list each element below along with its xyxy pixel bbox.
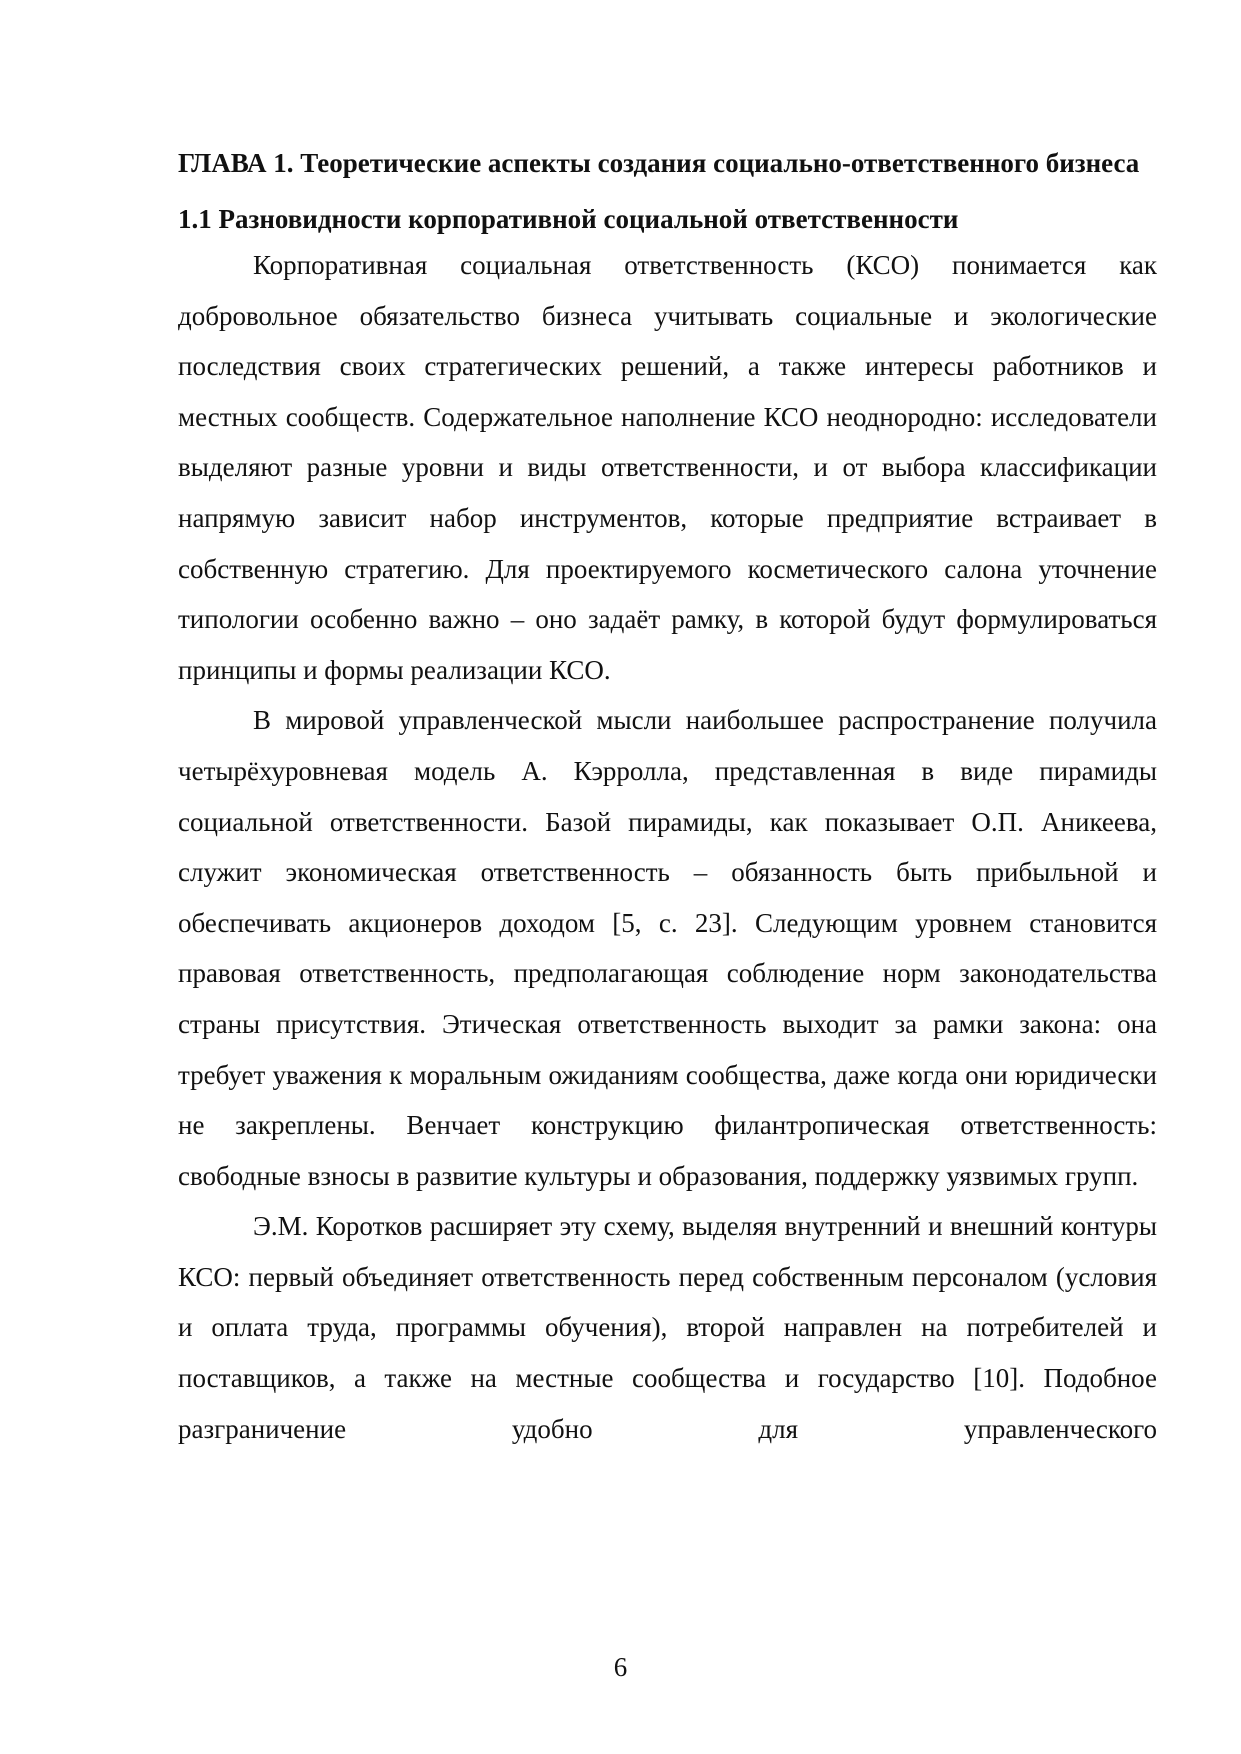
section-title: 1.1 Разновидности корпоративной социальной ответственности: [178, 204, 959, 234]
paragraph-2: В мировой управленческой мысли наибольшее распространение получила четырёхуровневая модель А. Кэрролла, представленная в виде пирамиды социальной ответственности. Базой пирамиды, как показывает О.П. Аникеева, служит экономическая ответственность – обязанность быть прибыльной и обеспечивать акционеров доходом [5, с. 23]. Следующим уровнем становится правовая ответственность, предполагающая соблюдение норм законодательства страны присутствия. Этическая ответственность выходит за рамки закона: она требует уважения к моральным ожиданиям сообщества, даже когда они юридически не закреплены. Венчает конструкцию филантропическая ответственность: свободные взносы в развитие культуры и образования, поддержку уязвимых групп.: [178, 705, 1157, 1191]
page-content: [178, 146, 1157, 1454]
paragraph-3: Э.М. Коротков расширяет эту схему, выделяя внутренний и внешний контуры КСО: первый объединяет ответственность перед собственным персоналом (условия и оплата труда, программы обучения), второй направлен на потребителей и поставщиков, а также на местные сообщества и государство [10]. Подобное разграничение удобно для управленческого: [178, 1211, 1157, 1444]
paragraph-1: Корпоративная социальная ответственность (КСО) понимается как добровольное обязательство бизнеса учитывать социальные и экологические последствия своих стратегических решений, а также интересы работников и местных сообществ. Содержательное наполнение КСО неоднородно: исследователи выделяют разные уровни и виды ответственности, и от выбора классификации напрямую зависит набор инструментов, которые предприятие встраивает в собственную стратегию. Для проектируемого косметического салона уточнение типологии особенно важно – оно задаёт рамку, в которой будут формулироваться принципы и формы реализации КСО.: [178, 250, 1157, 685]
page-number: 6: [613, 1652, 628, 1682]
chapter-title: ГЛАВА 1. Теоретические аспекты создания социально-ответственного бизнеса: [178, 148, 1140, 178]
